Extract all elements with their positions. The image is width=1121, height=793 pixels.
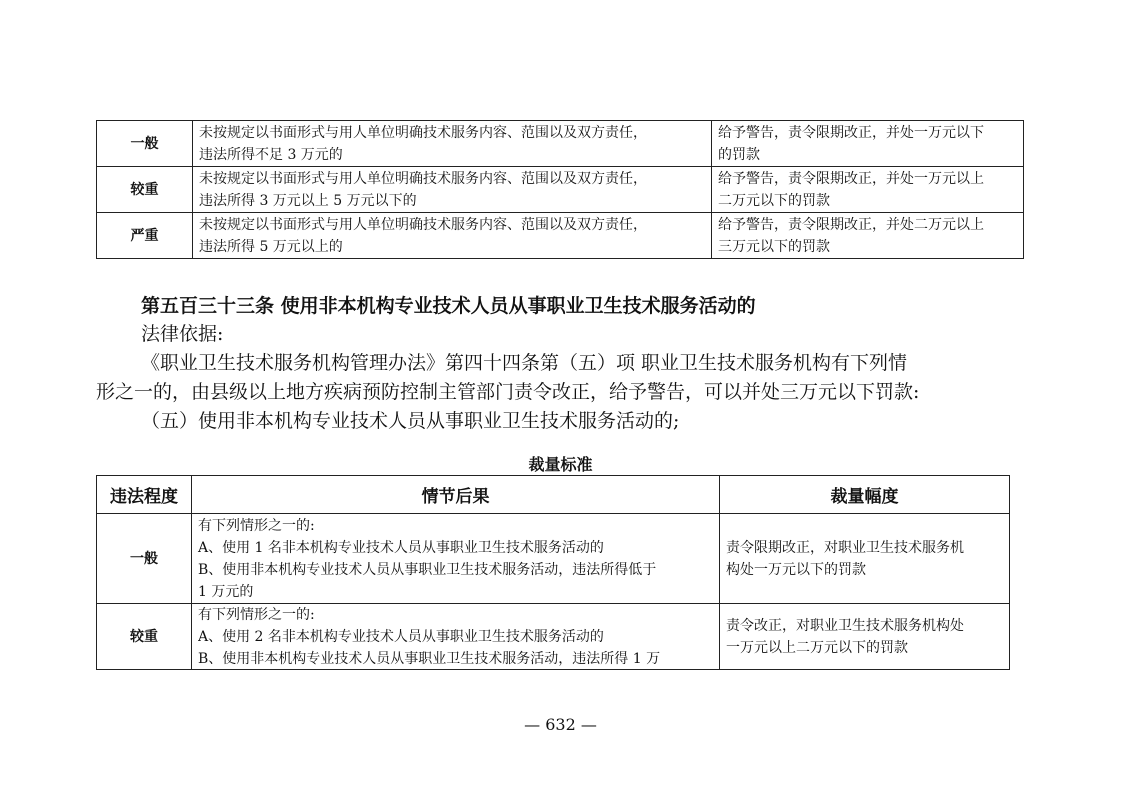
table-row (97, 167, 1024, 213)
column-header: 违法程度 (97, 476, 192, 514)
legal-basis-label: 法律依据: (141, 323, 224, 345)
table-caption: 裁量标准 (528, 455, 593, 474)
severity-level: 严重 (97, 213, 193, 259)
table-header-row (97, 476, 1010, 514)
table-row (97, 604, 1010, 670)
column-header: 裁量幅度 (720, 476, 1010, 514)
article-heading: 第五百三十三条 使用非本机构专业技术人员从事职业卫生技术服务活动的 (141, 295, 756, 317)
circumstance-cell: 有下列情形之一的: A、使用 2 名非本机构专业技术人员从事职业卫生技术服务活动的 B、使用非本机构专业技术人员从事职业卫生技术服务活动，违法所得 1 万 (192, 604, 720, 670)
column-header: 情节后果 (192, 476, 720, 514)
severity-level: 一般 (97, 514, 192, 604)
penalty-cell: 给予警告，责令限期改正，并处一万元以上 二万元以下的罚款 (712, 167, 1024, 213)
severity-level: 一般 (97, 121, 193, 167)
circumstance-cell: 有下列情形之一的: A、使用 1 名非本机构专业技术人员从事职业卫生技术服务活动的 B、使用非本机构专业技术人员从事职业卫生技术服务活动，违法所得低于 1 万元的 (192, 514, 720, 604)
table-row (97, 213, 1024, 259)
penalty-cell: 责令限期改正，对职业卫生技术服务机 构处一万元以下的罚款 (720, 514, 1010, 604)
discretion-standard-table (96, 475, 1010, 670)
legal-basis-item: （五）使用非本机构专业技术人员从事职业卫生技术服务活动的; (141, 410, 680, 432)
circumstance-cell: 未按规定以书面形式与用人单位明确技术服务内容、范围以及双方责任， 违法所得不足 3 万元的 (193, 121, 712, 167)
severity-level: 较重 (97, 167, 193, 213)
legal-basis-line: 形之一的，由县级以上地方疾病预防控制主管部门责令改正，给予警告，可以并处三万元以下罚款: (96, 381, 920, 403)
penalty-cell: 责令改正，对职业卫生技术服务机构处 一万元以上二万元以下的罚款 (720, 604, 1010, 670)
table-row (97, 514, 1010, 604)
penalty-cell: 给予警告，责令限期改正，并处二万元以上 三万元以下的罚款 (712, 213, 1024, 259)
penalty-table-previous (96, 120, 1024, 259)
page-number: — 632 — (524, 715, 597, 734)
penalty-cell: 给予警告，责令限期改正，并处一万元以下 的罚款 (712, 121, 1024, 167)
table-row (97, 121, 1024, 167)
circumstance-cell: 未按规定以书面形式与用人单位明确技术服务内容、范围以及双方责任， 违法所得 5 万元以上的 (193, 213, 712, 259)
circumstance-cell: 未按规定以书面形式与用人单位明确技术服务内容、范围以及双方责任， 违法所得 3 万元以上 5 万元以下的 (193, 167, 712, 213)
legal-basis-line: 《职业卫生技术服务机构管理办法》第四十四条第（五）项 职业卫生技术服务机构有下列情 (141, 352, 908, 374)
severity-level: 较重 (97, 604, 192, 670)
